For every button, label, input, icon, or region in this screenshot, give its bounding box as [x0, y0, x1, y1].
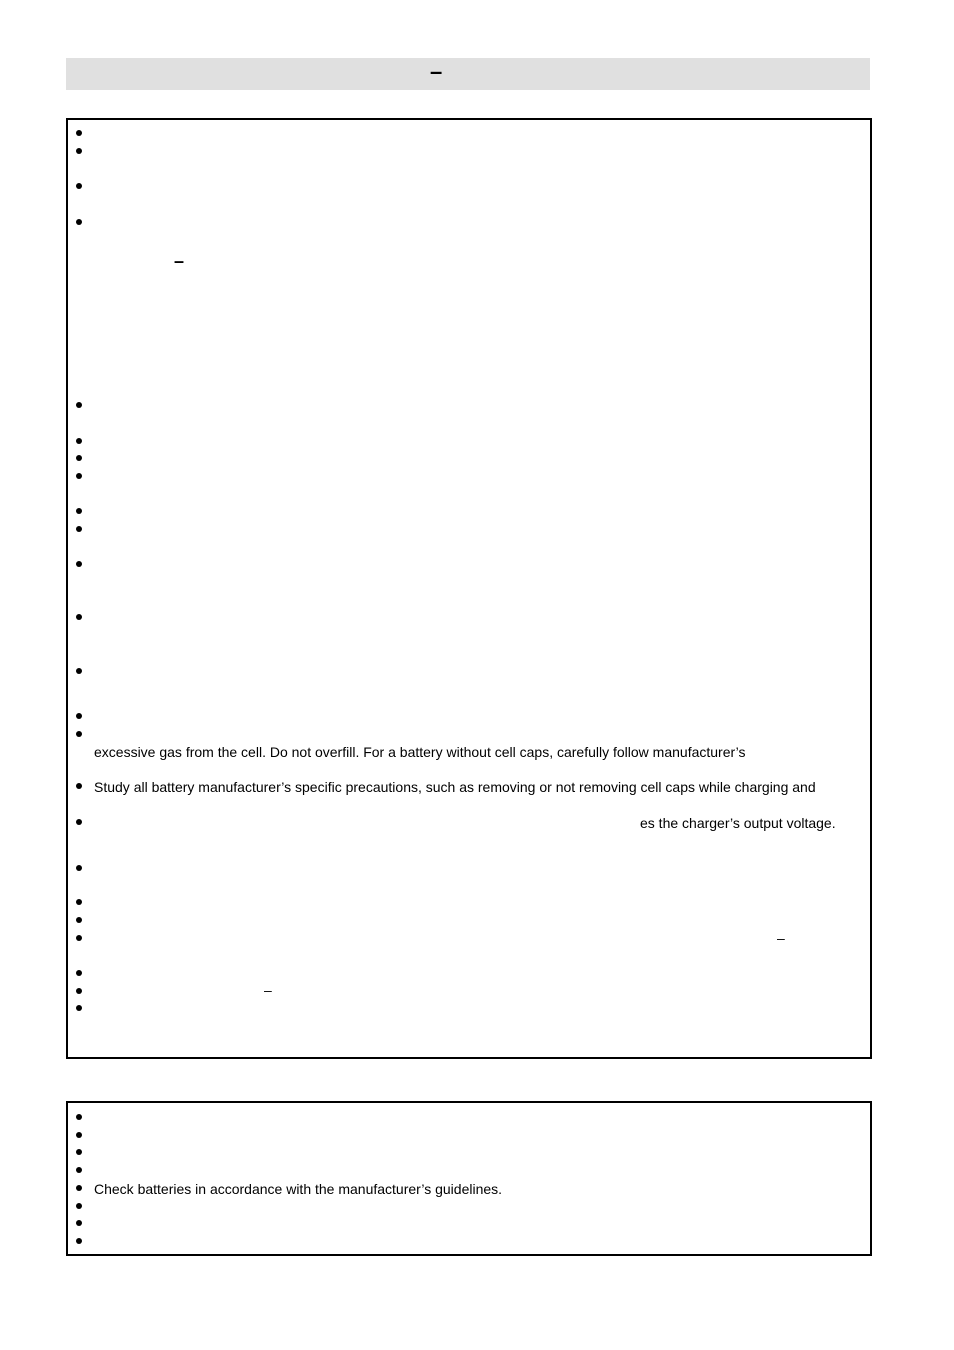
list-bullet [76, 148, 82, 154]
list-bullet [76, 713, 82, 719]
list-bullet [76, 865, 82, 871]
list-bullet [76, 1220, 82, 1226]
list-item-text: es the charger’s output voltage. [640, 815, 836, 831]
list-bullet [76, 783, 82, 789]
list-bullet [76, 614, 82, 620]
list-bullet [76, 1149, 82, 1155]
list-bullet [76, 668, 82, 674]
list-bullet [76, 935, 82, 941]
list-bullet [76, 1005, 82, 1011]
list-bullet [76, 183, 82, 189]
list-bullet [76, 1238, 82, 1244]
list-bullet [76, 1185, 82, 1191]
dash-mark: – [777, 930, 785, 946]
list-item-text: excessive gas from the cell. Do not overfill. For a battery without cell caps, carefully follow manufacturer’s [94, 744, 746, 760]
list-item-text: Study all battery manufacturer’s specific precautions, such as removing or not removing cell caps while charging and [94, 779, 816, 795]
list-bullet [76, 438, 82, 444]
list-bullet [76, 526, 82, 532]
list-bullet [76, 819, 82, 825]
dash-mark: – [174, 251, 185, 271]
list-bullet [76, 970, 82, 976]
list-bullet [76, 899, 82, 905]
list-bullet [76, 219, 82, 225]
list-bullet [76, 1132, 82, 1138]
safety-instructions-box [66, 118, 872, 1059]
list-bullet [76, 455, 82, 461]
list-bullet [76, 1203, 82, 1209]
header-dash: – [430, 59, 443, 84]
list-bullet [76, 130, 82, 136]
list-bullet [76, 473, 82, 479]
list-bullet [76, 988, 82, 994]
maintenance-box [66, 1101, 872, 1256]
list-bullet [76, 561, 82, 567]
list-bullet [76, 402, 82, 408]
list-item-text: Check batteries in accordance with the manufacturer’s guidelines. [94, 1181, 503, 1197]
list-bullet [76, 731, 82, 737]
list-bullet [76, 1167, 82, 1173]
dash-mark: – [264, 982, 272, 998]
list-bullet [76, 508, 82, 514]
list-bullet [76, 1114, 82, 1120]
list-bullet [76, 917, 82, 923]
section-header-bar [66, 58, 870, 90]
